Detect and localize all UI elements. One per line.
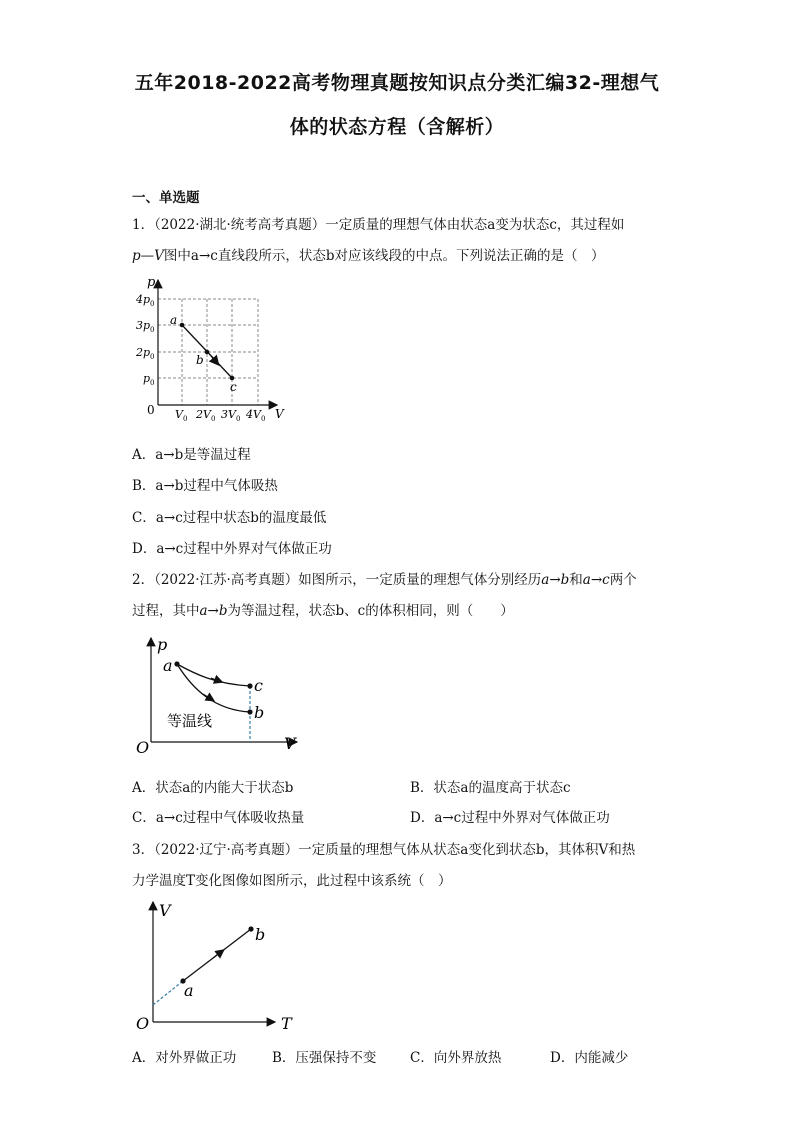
q1-point-b [205, 350, 210, 355]
section-heading: 一、单选题 [132, 190, 200, 206]
q3-t-axis-label: T [281, 1014, 292, 1033]
q2-arrow-ab [203, 694, 211, 699]
q1-label-a: a [170, 313, 178, 327]
q3-stem-line1: 3．（2022·辽宁·高考真题）一定质量的理想气体从状态a变化到状态b，其体积V和热 [132, 842, 636, 858]
q1-stem-line2 [132, 244, 604, 264]
q2-stem-line1-a: 2．（2022·江苏·高考真题）如图所示，一定质量的理想气体分别经历 [132, 572, 542, 588]
q2-isotherm-label: 等温线 [167, 712, 213, 730]
q3-option-a[interactable]: A．对外界做正功 [132, 1050, 237, 1066]
q3-dashed-extension [153, 981, 183, 1005]
q1-label-b: b [196, 353, 204, 367]
q1-y-ticks [135, 293, 155, 387]
q1-process-arrow [211, 356, 217, 363]
q1-stem-line1: 1．（2022·湖北·统考高考真题）一定质量的理想气体由状态a变为状态c，其过程如 [132, 217, 625, 233]
q2-stem-ab: a→b [541, 572, 570, 588]
q2-isotherm-ab [177, 664, 250, 712]
q2-stem-ac: a→c [582, 572, 610, 588]
q2-v-axis-label: V [284, 734, 296, 753]
q1-origin-label: 0 [147, 403, 155, 417]
q1-label-c: c [230, 380, 237, 394]
q2-label-a: a [163, 656, 173, 675]
q1-option-a[interactable]: A．a→b是等温过程 [132, 447, 251, 463]
q2-stem-line1 [132, 568, 637, 588]
q2-pv-graph [135, 632, 305, 757]
q2-option-a[interactable]: A．状态a的内能大于状态b [132, 780, 294, 796]
q3-option-d[interactable]: D．内能减少 [550, 1050, 629, 1066]
q2-stem-line2-ab: a→b [199, 603, 228, 619]
q3-v-axis-label: V [159, 901, 171, 920]
q1-xtick-3v0: $3V_0$ [221, 408, 241, 423]
q2-stem-line2 [132, 599, 514, 619]
q3-point-b [248, 926, 253, 931]
q1-point-a [180, 323, 185, 328]
q3-label-a: a [184, 981, 194, 1000]
q2-option-d[interactable]: D．a→c过程中外界对气体做正功 [410, 810, 610, 826]
q3-vt-graph [135, 896, 305, 1036]
q3-origin-label: O [136, 1014, 150, 1033]
q1-stem-line2-rest: 图中a→c直线段所示，状态b对应该线段的中点。下列说法正确的是（ ） [163, 248, 605, 264]
q1-ytick-3p0: $3p_0$ [136, 319, 155, 334]
q1-xtick-2v0: $2V_0$ [196, 408, 216, 423]
q2-stem-line1-e: 两个 [609, 572, 637, 588]
title-line-1: 五年2018-2022高考物理真题按知识点分类汇编32-理想气 [134, 72, 660, 94]
q1-ytick-4p0: $4p_0$ [136, 293, 155, 308]
q1-pv-label: p—V [132, 248, 164, 264]
q3-label-b: b [255, 925, 266, 944]
q1-option-b[interactable]: B．a→b过程中气体吸热 [132, 478, 278, 494]
q1-xtick-4v0: $4V_0$ [246, 408, 266, 423]
q2-point-c [247, 683, 252, 688]
q2-stem-and: 和 [569, 572, 583, 588]
q3-option-b[interactable]: B．压强保持不变 [272, 1050, 377, 1066]
q1-pv-graph [125, 268, 295, 428]
q1-option-c[interactable]: C．a→c过程中状态b的温度最低 [132, 510, 327, 526]
q1-xtick-v0: $V_0$ [175, 408, 188, 423]
q2-point-b [247, 709, 252, 714]
q2-curve-ac [177, 664, 250, 686]
q2-point-a [174, 661, 179, 666]
q3-option-c[interactable]: C．向外界放热 [410, 1050, 502, 1066]
q2-option-c[interactable]: C．a→c过程中气体吸收热量 [132, 810, 305, 826]
q1-option-d[interactable]: D．a→c过程中外界对气体做正功 [132, 541, 332, 557]
q2-stem-line2-c: 为等温过程，状态b、c的体积相同，则（ ） [227, 603, 514, 619]
q1-v-axis-label: V [275, 407, 284, 421]
title-line-2: 体的状态方程（含解析） [289, 116, 505, 138]
q1-p-axis-label: p [147, 275, 156, 290]
q1-x-ticks [175, 408, 265, 423]
q2-label-c: c [254, 676, 263, 695]
q2-stem-line2-a: 过程，其中 [132, 603, 200, 619]
q2-option-b[interactable]: B．状态a的温度高于状态c [410, 780, 571, 796]
q1-ytick-2p0: $2p_0$ [136, 346, 155, 361]
q1-ytick-p0: $p_0$ [143, 372, 155, 387]
q3-process-arrow [213, 952, 221, 958]
q2-p-axis-label: p [157, 635, 168, 654]
q2-origin-label: O [136, 738, 150, 757]
q2-label-b: b [254, 703, 265, 722]
q3-stem-line2: 力学温度T变化图像如图所示，此过程中该系统（ ） [132, 873, 452, 889]
